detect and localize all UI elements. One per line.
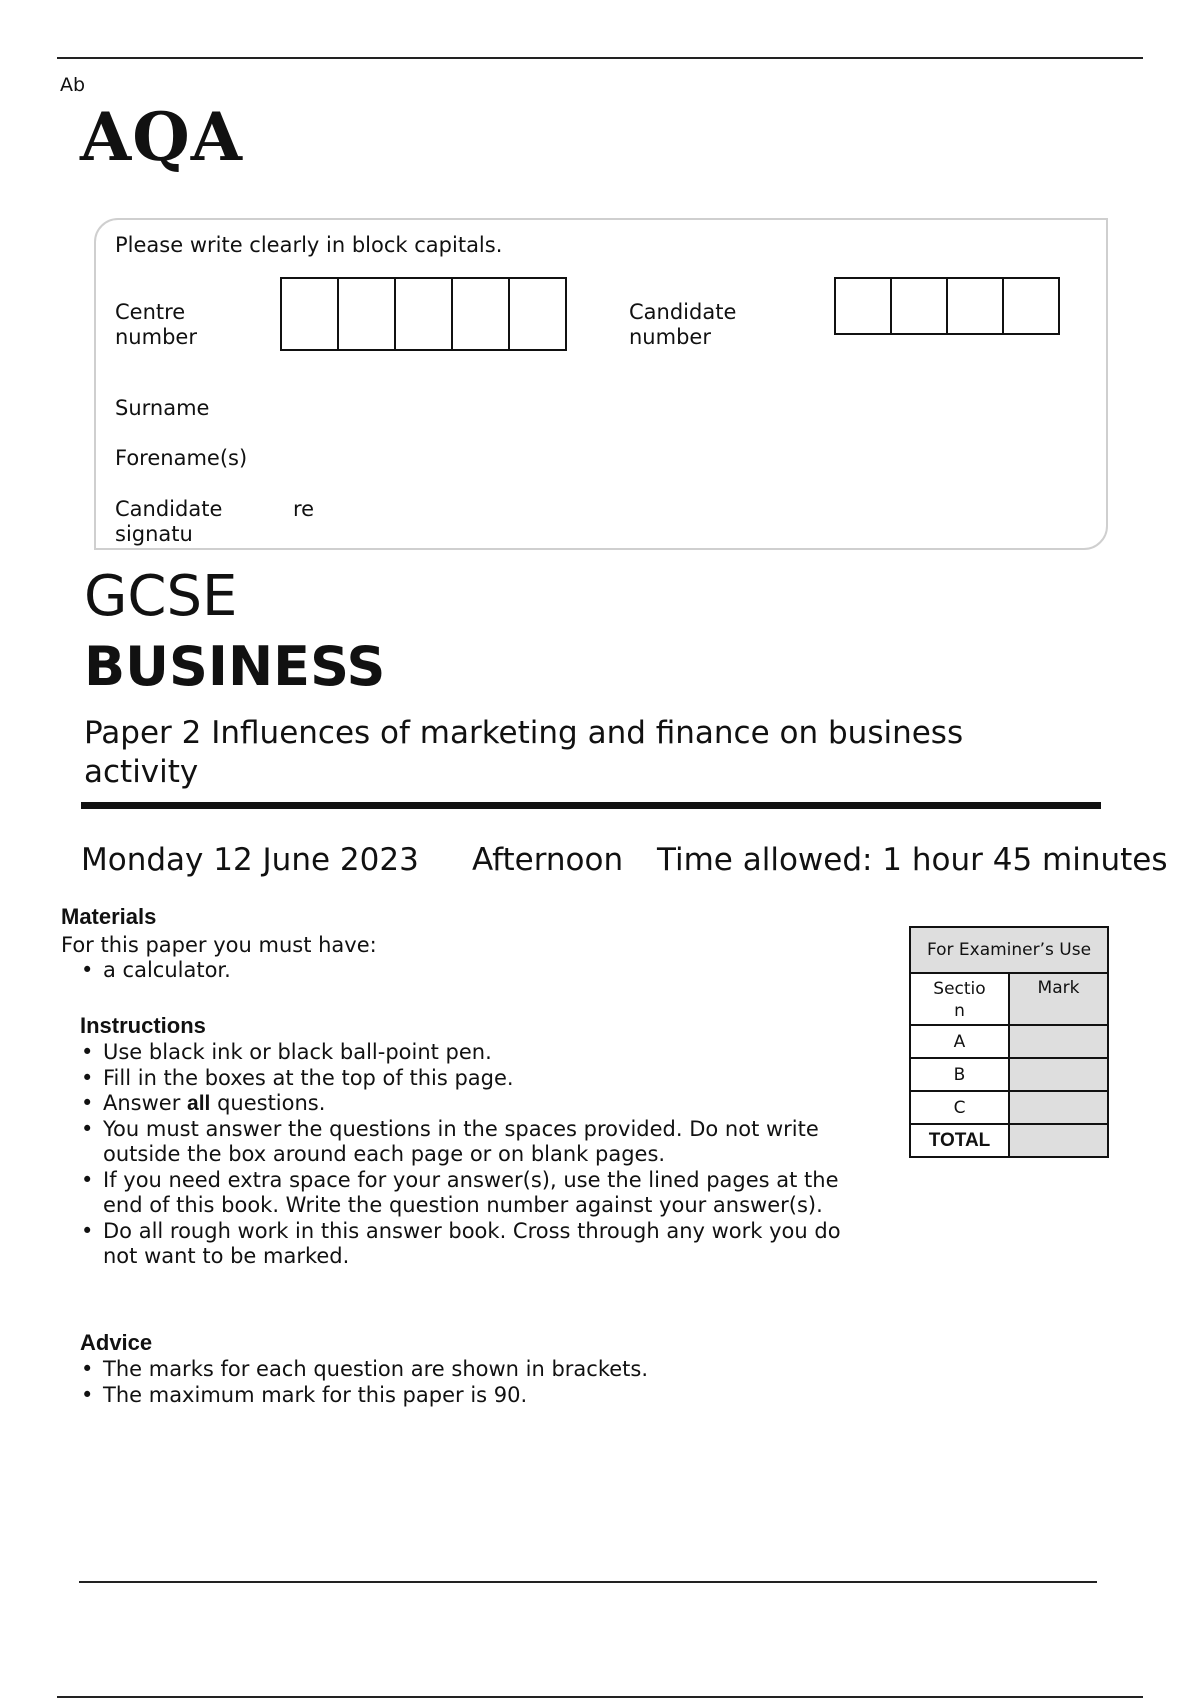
candidate-number-boxes	[834, 277, 1060, 335]
list-item: • Answer all questions.	[79, 1091, 849, 1117]
instructions-heading: Instructions	[80, 1013, 206, 1038]
examiners-use-title: For Examiner’s Use	[910, 927, 1108, 973]
centre-digit-box[interactable]	[337, 277, 396, 351]
mark-cell	[1009, 1058, 1108, 1091]
list-item: • If you need extra space for your answer(s), use the lined pages at the end of this book. Write the question number against your answer(s).	[79, 1168, 849, 1219]
candidate-digit-box[interactable]	[834, 277, 892, 335]
title-divider	[81, 802, 1101, 809]
aqa-logo: AQA	[80, 98, 243, 176]
time-allowed: Time allowed: 1 hour 45 minutes	[657, 842, 1168, 878]
candidate-details-box	[94, 218, 1108, 550]
exam-session: Afternoon	[472, 842, 624, 878]
mark-cell	[1009, 1091, 1108, 1124]
examiners-use-table	[909, 926, 1109, 1158]
exam-date: Monday 12 June 2023	[81, 842, 419, 878]
list-item: • The marks for each question are shown in brackets.	[79, 1357, 849, 1383]
top-rule	[57, 57, 1143, 59]
total-mark-cell	[1009, 1124, 1108, 1157]
candidate-digit-box[interactable]	[1002, 277, 1060, 335]
block-capitals-instruction: Please write clearly in block capitals.	[115, 233, 503, 257]
centre-digit-box[interactable]	[280, 277, 339, 351]
surname-label: Surname	[115, 396, 210, 420]
advice-heading: Advice	[80, 1330, 153, 1355]
emphasis-all: all	[187, 1092, 211, 1115]
subject-title: BUSINESS	[84, 635, 386, 698]
centre-number-label: Centre number	[115, 300, 197, 349]
bottom-rule	[79, 1581, 1097, 1583]
paper-title: Paper 2 Influences of marketing and finance on business activity	[84, 715, 964, 790]
list-item: • Do all rough work in this answer book. Cross through any work you do not want to be marked.	[79, 1219, 849, 1270]
instructions-list	[79, 1040, 849, 1270]
materials-intro: For this paper you must have:	[61, 933, 377, 957]
section-label: C	[910, 1091, 1009, 1124]
candidate-signature-label-suffix: re	[293, 497, 315, 521]
centre-digit-box[interactable]	[451, 277, 510, 351]
list-item: • Fill in the boxes at the top of this page.	[79, 1066, 849, 1092]
centre-digit-box[interactable]	[508, 277, 567, 351]
materials-heading: Materials	[61, 904, 157, 929]
qualification-title: GCSE	[84, 564, 238, 629]
candidate-signature-label: Candidate signatu	[115, 497, 223, 546]
candidate-digit-box[interactable]	[946, 277, 1004, 335]
centre-number-boxes	[280, 277, 567, 351]
list-item: • You must answer the questions in the spaces provided. Do not write outside the box around each page or on blank pages.	[79, 1117, 849, 1168]
list-item: • a calculator.	[79, 958, 839, 984]
advice-list	[79, 1357, 849, 1408]
materials-list	[79, 958, 839, 984]
mark-column-header: Mark	[1009, 973, 1108, 1025]
list-item: • The maximum mark for this paper is 90.	[79, 1383, 849, 1409]
mark-cell	[1009, 1025, 1108, 1058]
total-label: TOTAL	[910, 1124, 1009, 1157]
section-label: A	[910, 1025, 1009, 1058]
section-column-header: Sectio n	[910, 973, 1009, 1025]
page-bottom-rule	[57, 1696, 1143, 1698]
centre-digit-box[interactable]	[394, 277, 453, 351]
candidate-digit-box[interactable]	[890, 277, 948, 335]
corner-text: Ab	[60, 74, 86, 96]
candidate-number-label: Candidate number	[629, 300, 737, 349]
section-label: B	[910, 1058, 1009, 1091]
list-item: • Use black ink or black ball-point pen.	[79, 1040, 849, 1066]
forenames-label: Forename(s)	[115, 446, 248, 470]
